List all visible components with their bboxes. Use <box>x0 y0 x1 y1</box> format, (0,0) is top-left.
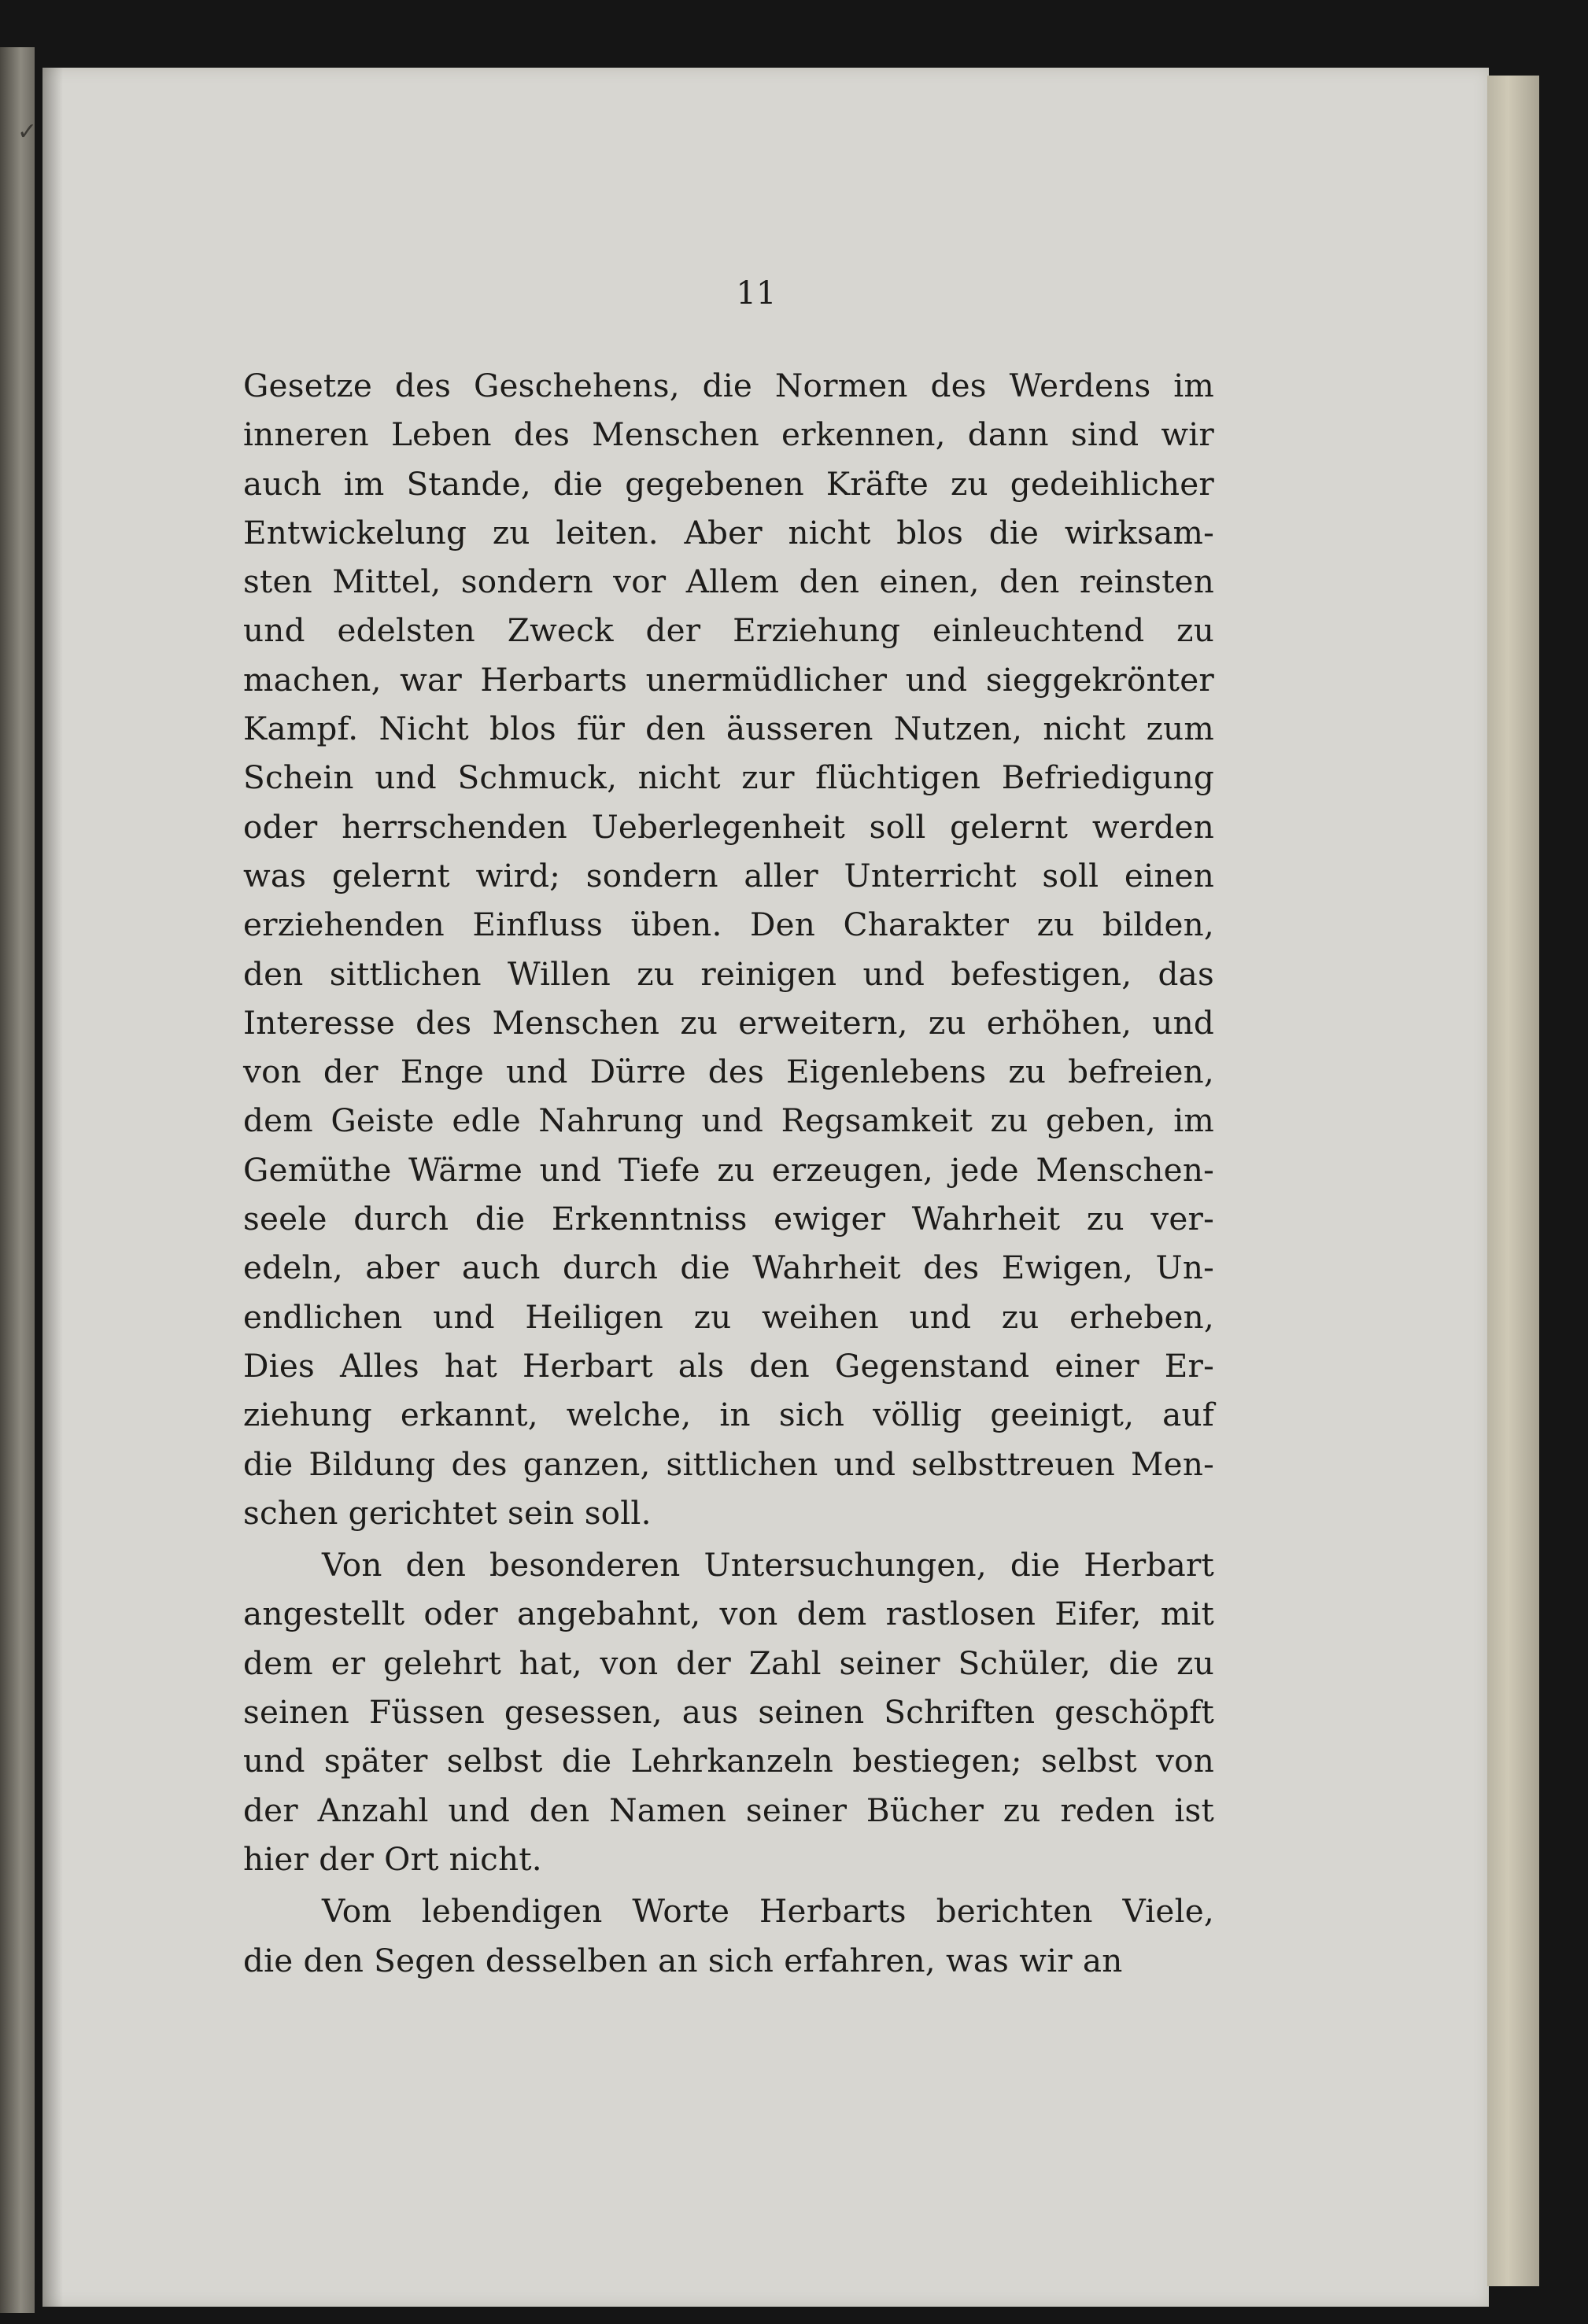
text-line: Gesetze des Geschehens, die Normen des Werdens im <box>243 367 1214 404</box>
page-number: 11 <box>736 275 777 312</box>
text-line: endlichen und Heiligen zu weihen und zu erheben, <box>243 1297 1214 1336</box>
text-line: dem Geiste edle Nahrung und Regsamkeit zu geben, im <box>243 1101 1214 1140</box>
text-line: seele durch die Erkenntniss ewiger Wahrheit zu ver- <box>243 1200 1214 1238</box>
paragraph <box>243 1887 1214 1985</box>
text-line: schen gerichtet sein soll. <box>243 1493 652 1532</box>
text-line: dem er gelehrt hat, von der Zahl seiner Schüler, die zu <box>243 1643 1214 1682</box>
paragraph <box>243 1540 1214 1883</box>
text-line: angestellt oder angebahnt, von dem rastlosen Eifer, mit <box>243 1595 1214 1633</box>
paragraph <box>243 361 1214 1537</box>
text-line: machen, war Herbarts unermüdlicher und sieggekrönter <box>243 660 1214 699</box>
page-fore-edge <box>1487 76 1539 2286</box>
text-line: auch im Stande, die gegebenen Kräfte zu gedeihlicher <box>243 464 1214 503</box>
text-line: Gemüthe Wärme und Tiefe zu erzeugen, jede Menschen- <box>243 1150 1214 1189</box>
text-line: und später selbst die Lehrkanzeln bestiegen; selbst von <box>243 1742 1214 1780</box>
text-line: Schein und Schmuck, nicht zur flüchtigen Befriedigung <box>243 758 1214 797</box>
left-page-edge <box>0 47 38 2313</box>
page-text-block <box>243 271 1214 1985</box>
text-line: edeln, aber auch durch die Wahrheit des Ewigen, Un- <box>243 1249 1214 1287</box>
text-line: sten Mittel, sondern vor Allem den einen, den reinsten <box>243 563 1214 601</box>
text-line: Vom lebendigen Worte Herbarts berichten Viele, <box>322 1892 1214 1931</box>
text-line: Entwickelung zu leiten. Aber nicht blos die wirksam- <box>243 513 1214 551</box>
text-line: die den Segen desselben an sich erfahren, was wir an <box>243 1941 1123 1979</box>
text-line: seinen Füssen gesessen, aus seinen Schriften geschöpft <box>243 1693 1214 1732</box>
margin-mark: ✓ <box>17 118 38 146</box>
text-line: die Bildung des ganzen, sittlichen und selbsttreuen Men- <box>243 1444 1214 1483</box>
text-line: erziehenden Einfluss üben. Den Charakter zu bilden, <box>243 906 1214 944</box>
text-line: Kampf. Nicht blos für den äusseren Nutzen, nicht zum <box>243 710 1214 748</box>
text-line: Interesse des Menschen zu erweitern, zu erhöhen, und <box>243 1003 1214 1042</box>
paragraphs <box>243 361 1214 1985</box>
text-line: Dies Alles hat Herbart als den Gegenstand einer Er- <box>243 1346 1214 1385</box>
text-line: ziehung erkannt, welche, in sich völlig geeinigt, auf <box>243 1396 1214 1434</box>
spine-shadow <box>42 68 63 2307</box>
text-line: oder herrschenden Ueberlegenheit soll gelernt werden <box>243 807 1214 846</box>
text-line: und edelsten Zweck der Erziehung einleuchtend zu <box>243 611 1214 650</box>
text-line: inneren Leben des Menschen erkennen, dann sind wir <box>243 415 1214 454</box>
text-line: den sittlichen Willen zu reinigen und befestigen, das <box>243 954 1214 993</box>
text-line: was gelernt wird; sondern aller Unterricht soll einen <box>243 856 1214 895</box>
text-line: Von den besonderen Untersuchungen, die Herbart <box>322 1546 1214 1584</box>
text-line: hier der Ort nicht. <box>243 1839 542 1878</box>
text-line: der Anzahl und den Namen seiner Bücher zu reden ist <box>243 1791 1214 1829</box>
text-line: von der Enge und Dürre des Eigenlebens zu befreien, <box>243 1053 1214 1091</box>
